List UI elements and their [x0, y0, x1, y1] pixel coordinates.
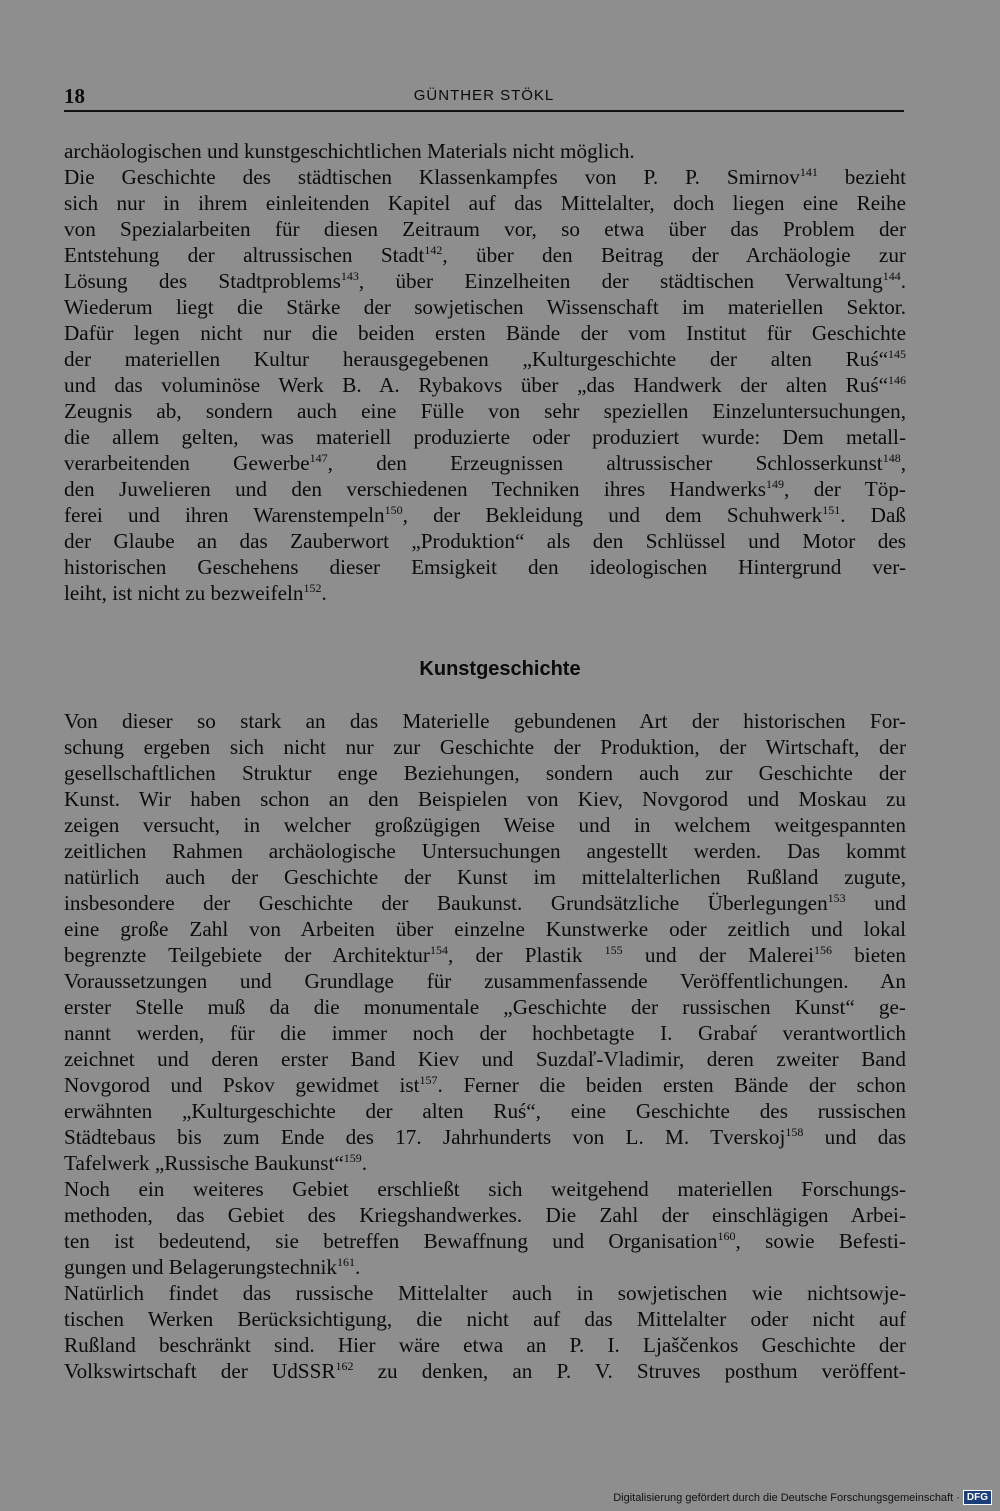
page-header: [64, 84, 904, 112]
text-line: insbesondere der Geschichte der Baukunst. Grundsätzliche Überlegungen$^{153}$ und: [64, 891, 906, 915]
text-line: ferei und ihren Warenstempeln$^{150}$, der Bekleidung und dem Schuhwerk$^{151}$. Daß: [64, 503, 906, 527]
text-line: Dafür legen nicht nur die beiden ersten Bände der vom Institut für Geschichte: [64, 321, 906, 345]
text-line: die allem gelten, was materiell produzierte oder produziert wurde: Dem metall-: [64, 425, 906, 449]
text-line: Voraussetzungen und Grundlage für zusammenfassende Veröffentlichungen. An: [64, 969, 906, 993]
running-head: GÜNTHER STÖKL: [413, 87, 555, 104]
text-line: der Glaube an das Zauberwort „Produktion“ als den Schlüssel und Motor des: [64, 529, 906, 553]
text-line: tischen Werken Berücksichtigung, die nicht auf das Mittelalter oder nicht auf: [64, 1307, 906, 1331]
text-line: sich nur in ihrem einleitenden Kapitel auf das Mittelalter, doch liegen eine Reihe: [64, 191, 906, 215]
text-block-1: [64, 138, 906, 606]
text-line: zeigen versucht, in welcher großzügigen Weise und in welchem weitgespannten: [64, 813, 906, 837]
text-line: methoden, das Gebiet des Kriegshandwerkes. Die Zahl der einschlägigen Arbei-: [64, 1203, 906, 1227]
text-line: Tafelwerk „Russische Baukunst“$^{159}$.: [64, 1151, 368, 1175]
text-line: verarbeitenden Gewerbe$^{147}$, den Erzeugnissen altrussischer Schlosserkunst$^{148}$,: [64, 451, 906, 475]
text-line: nannt werden, für die immer noch der hochbetagte I. Grabaŕ verantwortlich: [64, 1021, 906, 1045]
text-line: ten ist bedeutend, sie betreffen Bewaffnung und Organisation$^{160}$, sowie Befesti-: [64, 1229, 906, 1253]
text-line: Novgorod und Pskov gewidmet ist$^{157}$. Ferner die beiden ersten Bände der schon: [64, 1073, 906, 1097]
text-line: Entstehung der altrussischen Stadt$^{142}$, über den Beitrag der Archäologie zur: [64, 243, 906, 267]
text-line: historischen Geschehens dieser Emsigkeit den ideologischen Hintergrund ver-: [64, 555, 906, 579]
digitization-footer: [613, 1490, 992, 1505]
text-line: Zeugnis ab, sondern auch eine Fülle von sehr speziellen Einzeluntersuchungen,: [64, 399, 906, 423]
text-line: gesellschaftlichen Struktur enge Beziehungen, sondern auch zur Geschichte der: [64, 761, 906, 785]
footer-text: Digitalisierung gefördert durch die Deutsche Forschungsgemeinschaft ·: [613, 1491, 960, 1504]
text-line: Rußland beschränkt sind. Hier wäre etwa an P. I. Ljaščenkos Geschichte der: [64, 1333, 906, 1357]
text-block-2: [64, 708, 906, 1384]
text-line: eine große Zahl von Arbeiten über einzelne Kunstwerke oder zeitlich und lokal: [64, 917, 906, 941]
text-line: erster Stelle muß da die monumentale „Geschichte der russischen Kunst“ ge-: [64, 995, 906, 1019]
text-line: der materiellen Kultur herausgegebenen „Kulturgeschichte der alten Ruś“$^{145}$: [64, 347, 906, 371]
text-line: natürlich auch der Geschichte der Kunst im mittelalterlichen Rußland zugute,: [64, 865, 906, 889]
text-line: Volkswirtschaft der UdSSR$^{162}$ zu denken, an P. V. Struves posthum veröffent-: [64, 1359, 906, 1383]
text-line: Wiederum liegt die Stärke der sowjetischen Wissenschaft im materiellen Sektor.: [64, 295, 906, 319]
section-heading: Kunstgeschichte: [419, 658, 581, 680]
text-line: zeichnet und deren erster Band Kiev und Suzdaľ-Vladimir, deren zweiter Band: [64, 1047, 906, 1071]
text-line: den Juwelieren und den verschiedenen Techniken ihres Handwerks$^{149}$, der Töp-: [64, 477, 906, 501]
text-line: Die Geschichte des städtischen Klassenkampfes von P. P. Smirnov$^{141}$ bezieht: [64, 165, 906, 189]
text-line: begrenzte Teilgebiete der Architektur$^{154}$, der Plastik $^{155}$ und der Malerei$^{156}$ bieten: [64, 943, 906, 967]
text-line: archäologischen und kunstgeschichtlichen Materials nicht möglich.: [64, 139, 635, 163]
text-line: Natürlich findet das russische Mittelalter auch in sowjetischen wie nichtsowje-: [64, 1281, 906, 1305]
text-line: schung ergeben sich nicht nur zur Geschichte der Produktion, der Wirtschaft, der: [64, 735, 906, 759]
text-line: zeitlichen Rahmen archäologische Untersuchungen angestellt werden. Das kommt: [64, 839, 906, 863]
text-line: von Spezialarbeiten für diesen Zeitraum vor, so etwa über das Problem der: [64, 217, 906, 241]
page-number: 18: [64, 84, 85, 108]
text-line: Städtebaus bis zum Ende des 17. Jahrhunderts von L. M. Tverskoj$^{158}$ und das: [64, 1125, 906, 1149]
text-line: gungen und Belagerungstechnik$^{161}$.: [64, 1255, 361, 1279]
text-line: Lösung des Stadtproblems$^{143}$, über Einzelheiten der städtischen Verwaltung$^{144}$.: [64, 269, 906, 293]
text-line: Von dieser so stark an das Materielle gebundenen Art der historischen For-: [64, 709, 906, 733]
text-line: und das voluminöse Werk B. A. Rybakovs über „das Handwerk der alten Ruś“$^{146}$: [64, 373, 906, 397]
text-line: Noch ein weiteres Gebiet erschließt sich weitgehend materiellen Forschungs-: [64, 1177, 906, 1201]
text-line: Kunst. Wir haben schon an den Beispielen von Kiev, Novgorod und Moskau zu: [64, 787, 906, 811]
text-line: erwähnten „Kulturgeschichte der alten Ruś“, eine Geschichte des russischen: [64, 1099, 906, 1123]
text-line: leiht, ist nicht zu bezweifeln$^{152}$.: [64, 581, 327, 605]
dfg-logo: DFG: [963, 1490, 992, 1505]
